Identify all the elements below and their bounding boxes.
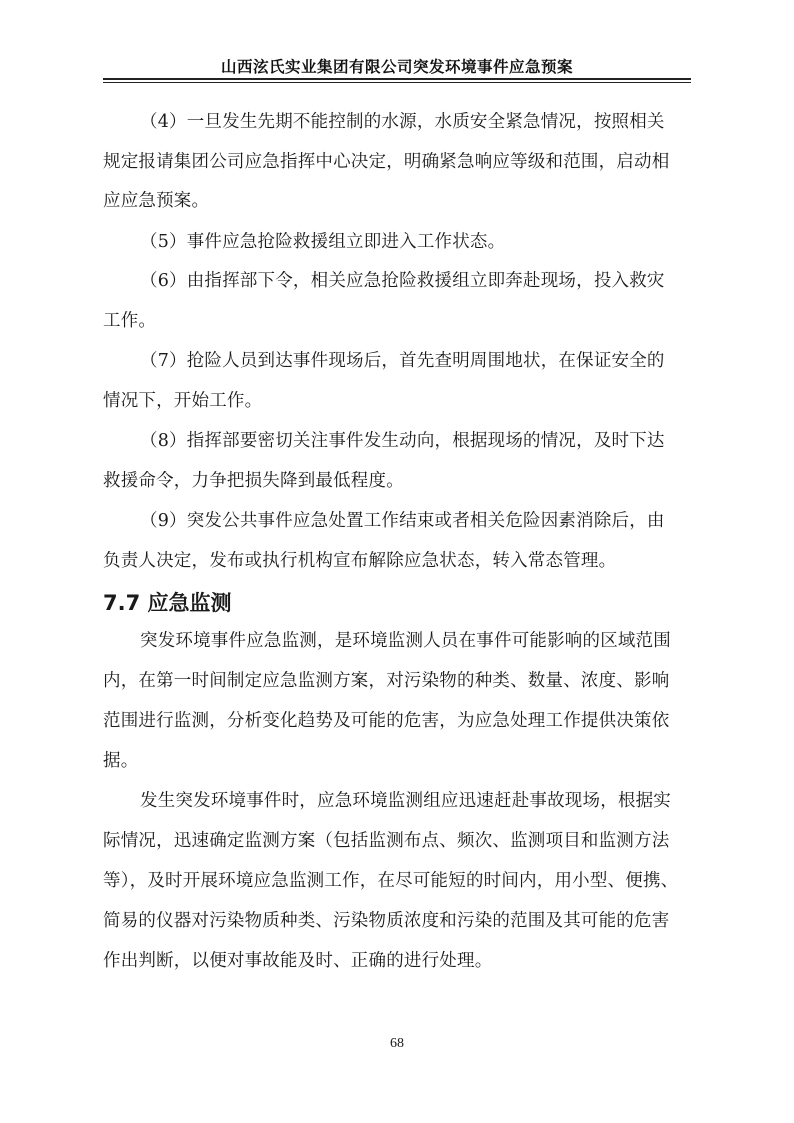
section-para-1-line-3: 范围进行监测，分析变化趋势及可能的危害，为应急处理工作提供决策依 (103, 711, 670, 731)
header-rule-thick (103, 78, 691, 80)
paragraph-7-line-1: （7）抢险人员到达事件现场后，首先查明周围地状，在保证安全的 (140, 351, 665, 371)
paragraph-6-line-2: 工作。 (103, 311, 157, 331)
paragraph-8-line-2: 救援命令，力争把损失降到最低程度。 (103, 471, 404, 491)
paragraph-4-line-1: （4）一旦发生先期不能控制的水源，水质安全紧急情况，按照相关 (140, 112, 665, 132)
paragraph-7-line-2: 情况下，开始工作。 (103, 391, 263, 411)
section-para-1-line-1: 突发环境事件应急监测，是环境监测人员在事件可能影响的区域范围 (140, 631, 671, 651)
paragraph-6-line-1: （6）由指挥部下令，相关应急抢险救援组立即奔赴现场，投入救灾 (140, 271, 665, 291)
section-para-2-line-2: 际情况，迅速确定监测方案（包括监测布点、频次、监测项目和监测方法 (103, 831, 670, 851)
paragraph-9-line-2: 负责人决定，发布或执行机构宣布解除应急状态，转入常态管理。 (103, 551, 617, 571)
section-para-2-line-1: 发生突发环境事件时，应急环境监测组应迅速赶赴事故现场，根据实 (140, 791, 671, 811)
section-para-1-line-2: 内，在第一时间制定应急监测方案，对污染物的种类、数量、浓度、影响 (103, 671, 670, 691)
paragraph-5-line-1: （5）事件应急抢险救援组立即进入工作状态。 (140, 232, 506, 252)
paragraph-4-line-3: 应应急预案。 (103, 191, 210, 211)
page-number: 68 (390, 1036, 404, 1051)
header-rule-thin (103, 82, 691, 83)
section-para-1-line-4: 据。 (103, 751, 139, 771)
section-para-2-line-4: 简易的仪器对污染物质种类、污染物质浓度和污染的范围及其可能的危害 (103, 911, 670, 931)
paragraph-9-line-1: （9）突发公共事件应急处置工作结束或者相关危险因素消除后，由 (140, 511, 665, 531)
section-heading: 7.7 应急监测 (103, 591, 232, 615)
paragraph-4-line-2: 规定报请集团公司应急指挥中心决定，明确紧急响应等级和范围，启动相 (103, 152, 670, 172)
paragraph-8-line-1: （8）指挥部要密切关注事件发生动向，根据现场的情况，及时下达 (140, 431, 665, 451)
section-para-2-line-5: 作出判断，以便对事故能及时、正确的进行处理。 (103, 951, 493, 971)
page-header-title: 山西泫氏实业集团有限公司突发环境事件应急预案 (220, 58, 573, 76)
section-para-2-line-3: 等），及时开展环境应急监测工作，在尽可能短的时间内，用小型、便携、 (103, 871, 679, 891)
